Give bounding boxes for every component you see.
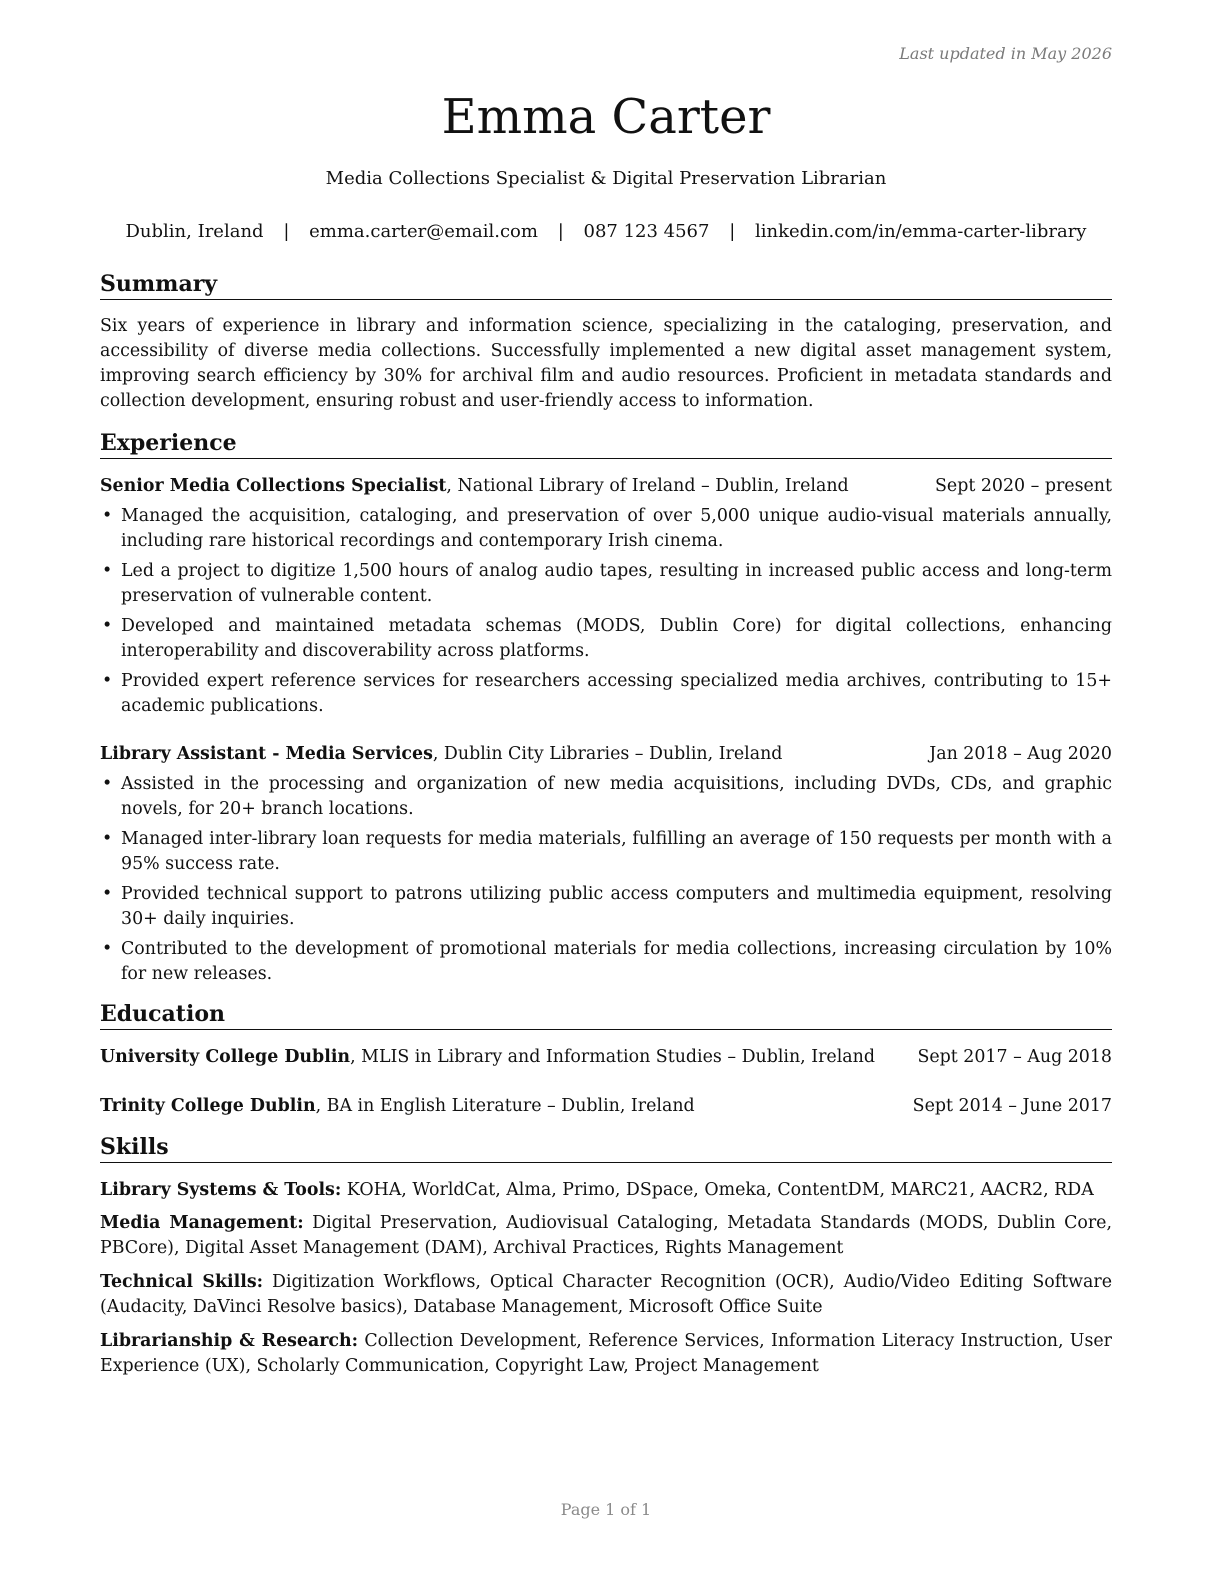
summary-heading: Summary bbox=[100, 269, 1112, 300]
skills-heading: Skills bbox=[100, 1132, 1112, 1163]
job-bullet-list bbox=[100, 504, 1112, 724]
contact-phone[interactable]: 087 123 4567 bbox=[583, 221, 710, 242]
education-entry-header bbox=[100, 1045, 1112, 1070]
skill-text: Digital Preservation, Audiovisual Cataloging, Metadata Standards (MODS, Dublin Core, PBCore), Digital Asset Management (DAM), Archival Practices, Rights Management bbox=[100, 1213, 1112, 1258]
bullet-icon: • bbox=[102, 506, 113, 526]
list-item bbox=[100, 937, 1112, 987]
experience-entry-header bbox=[100, 474, 1112, 499]
contact-location: Dublin, Ireland bbox=[125, 221, 264, 242]
job-employer: , National Library of Ireland – Dublin, Ireland bbox=[446, 476, 849, 496]
summary-text: Six years of experience in library and information science, specializing in the cataloging, preservation, and accessibility of diverse media collections. Successfully implemented a new digital asset management system, improving search efficiency by 30% for archival film and audio resources. Proficient in metadata standards and collection development, ensuring robust and user-friendly access to information. bbox=[100, 316, 1112, 411]
bullet-text: Managed inter-library loan requests for media materials, fulfilling an average of 150 requests per month with a 95% success rate. bbox=[121, 829, 1112, 874]
list-item bbox=[100, 559, 1112, 609]
job-title: Senior Media Collections Specialist bbox=[100, 476, 447, 496]
skill-label: Media Management: bbox=[100, 1213, 304, 1233]
school-name: Trinity College Dublin bbox=[100, 1096, 316, 1116]
bullet-icon: • bbox=[102, 829, 113, 849]
contact-line bbox=[100, 219, 1112, 245]
candidate-tagline: Media Collections Specialist & Digital Preservation Librarian bbox=[325, 168, 887, 189]
job-employer: , Dublin City Libraries – Dublin, Ireland bbox=[432, 744, 783, 764]
bullet-text: Provided expert reference services for researchers accessing specialized media archives, contributing to 15+ academic publications. bbox=[121, 671, 1112, 716]
list-item bbox=[100, 772, 1112, 822]
skill-text: Digitization Workflows, Optical Character Recognition (OCR), Audio/Video Editing Software (Audacity, DaVinci Resolve basics), Database Management, Microsoft Office Suite bbox=[100, 1272, 1112, 1317]
job-dates: Sept 2020 – present bbox=[934, 476, 1112, 496]
contact-linkedin[interactable]: linkedin.com/in/emma-carter-library bbox=[755, 221, 1087, 242]
skill-row bbox=[100, 1178, 1112, 1203]
job-dates: Jan 2018 – Aug 2020 bbox=[929, 744, 1112, 764]
last-updated-note: Last updated in May 2026 bbox=[899, 44, 1112, 63]
skill-label: Librarianship & Research: bbox=[100, 1331, 359, 1351]
degree-details: , BA in English Literature – Dublin, Ireland bbox=[315, 1096, 695, 1116]
skill-row bbox=[100, 1270, 1112, 1320]
contact-separator: | bbox=[729, 221, 736, 242]
skill-label: Library Systems & Tools: bbox=[100, 1180, 342, 1200]
bullet-text: Provided technical support to patrons utilizing public access computers and multimedia equipment, resolving 30+ daily inquiries. bbox=[121, 884, 1112, 929]
experience-heading: Experience bbox=[100, 428, 1112, 459]
list-item bbox=[100, 504, 1112, 554]
bullet-text: Led a project to digitize 1,500 hours of analog audio tapes, resulting in increased public access and long-term preservation of vulnerable content. bbox=[121, 561, 1112, 606]
bullet-text: Assisted in the processing and organization of new media acquisitions, including DVDs, CDs, and graphic novels, for 20+ branch locations. bbox=[121, 774, 1112, 819]
education-dates: Sept 2014 – June 2017 bbox=[912, 1096, 1112, 1116]
education-dates: Sept 2017 – Aug 2018 bbox=[917, 1047, 1112, 1067]
contact-email[interactable]: emma.carter@email.com bbox=[309, 221, 538, 242]
list-item bbox=[100, 882, 1112, 932]
bullet-icon: • bbox=[102, 774, 113, 794]
skill-text: KOHA, WorldCat, Alma, Primo, DSpace, Omeka, ContentDM, MARC21, AACR2, RDA bbox=[341, 1180, 1094, 1200]
bullet-icon: • bbox=[102, 884, 113, 904]
resume-page bbox=[100, 0, 1112, 1584]
bullet-icon: • bbox=[102, 616, 113, 636]
bullet-icon: • bbox=[102, 939, 113, 959]
list-item bbox=[100, 827, 1112, 877]
bullet-icon: • bbox=[102, 671, 113, 691]
contact-separator: | bbox=[283, 221, 290, 242]
experience-entry-header bbox=[100, 742, 1112, 767]
skill-label: Technical Skills: bbox=[100, 1272, 264, 1292]
skill-text: Collection Development, Reference Services, Information Literacy Instruction, User Experience (UX), Scholarly Communication, Copyright Law, Project Management bbox=[100, 1331, 1112, 1376]
degree-details: , MLIS in Library and Information Studies – Dublin, Ireland bbox=[350, 1047, 875, 1067]
page-number: Page 1 of 1 bbox=[560, 1500, 652, 1519]
education-entry-header bbox=[100, 1094, 1112, 1119]
bullet-icon: • bbox=[102, 561, 113, 581]
candidate-name: Emma Carter bbox=[441, 89, 771, 145]
job-title: Library Assistant - Media Services bbox=[100, 744, 433, 764]
job-bullet-list bbox=[100, 772, 1112, 992]
bullet-text: Developed and maintained metadata schemas (MODS, Dublin Core) for digital collections, enhancing interoperability and discoverability across platforms. bbox=[121, 616, 1112, 661]
education-heading: Education bbox=[100, 999, 1112, 1030]
bullet-text: Managed the acquisition, cataloging, and preservation of over 5,000 unique audio-visual materials annually, including rare historical recordings and contemporary Irish cinema. bbox=[121, 506, 1112, 551]
list-item bbox=[100, 669, 1112, 719]
contact-separator: | bbox=[557, 221, 564, 242]
school-name: University College Dublin bbox=[100, 1047, 351, 1067]
list-item bbox=[100, 614, 1112, 664]
skill-row bbox=[100, 1211, 1112, 1261]
bullet-text: Contributed to the development of promotional materials for media collections, increasing circulation by 10% for new releases. bbox=[121, 939, 1112, 984]
skill-row bbox=[100, 1329, 1112, 1379]
